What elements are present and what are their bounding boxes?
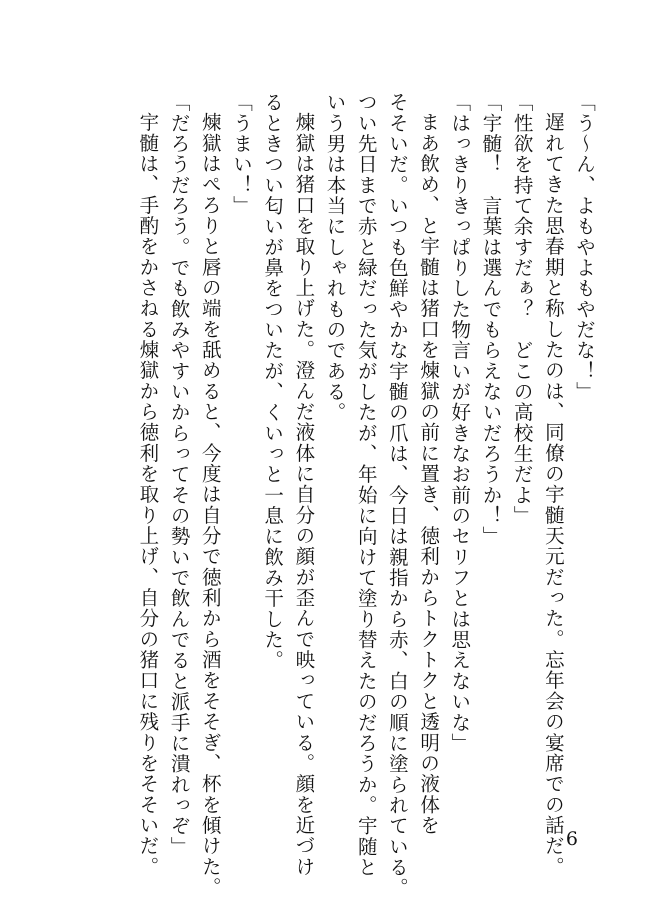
- paragraph-6: まあ飲め、と宇髄は猪口を煉獄の前に置き、徳利からトクトクと透明の液体を: [417, 111, 441, 835]
- paragraph-8: つい先日まで赤と緑だった気がしたが、年始に向けて塗り替えたのだろうか。宇随と: [354, 92, 378, 878]
- paragraph-13: 煉獄はぺろりと唇の端を舐めると、今度は自分で徳利から酒をそそぎ、杯を傾けた。: [198, 111, 222, 897]
- paragraph-2: 遅れてきた思春期と称したのは、同僚の宇髄天元だった。忘年会の宴席での話だ。: [541, 111, 565, 877]
- paragraph-10: 煉獄は猪口を取り上げた。澄んだ液体に自分の顔が歪んで映っている。顔を近づけ: [292, 111, 316, 877]
- vertical-text-block: [132, 92, 600, 899]
- paragraph-3: 「性欲を持て余すだぁ？ どこの高校生だよ」: [510, 92, 534, 527]
- page-number: 6: [565, 828, 578, 850]
- paragraph-7: そそいだ。いつも色鮮やかな宇髄の爪は、今日は親指から赤、白の順に塗られている。: [385, 92, 409, 899]
- paragraph-1: 「う〜ん、よもやよもやだな！」: [573, 92, 596, 403]
- paragraph-5: 「はっきりきっぱりした物言いが好きなお前のセリフとは思えないな」: [448, 92, 472, 754]
- paragraph-9: いう男は本当にしゃれものである。: [323, 92, 347, 423]
- paragraph-14: 「だろうだろう。でも飲みやすいからってその勢いで飲んでると派手に潰れっぞ」: [167, 92, 191, 857]
- paragraph-11: るときつい匂いが鼻をついたが、くいっと一息に飲み干した。: [261, 92, 285, 671]
- paragraph-12: 「うまい！」: [229, 92, 253, 217]
- paragraph-4: 「宇髄！ 言葉は選んでもらえないだろうか！」: [479, 92, 503, 547]
- paragraph-15: 宇髄は、手酌をかさねる煉獄から徳利を取り上げ、自分の猪口に残りをそそいだ。: [136, 111, 160, 877]
